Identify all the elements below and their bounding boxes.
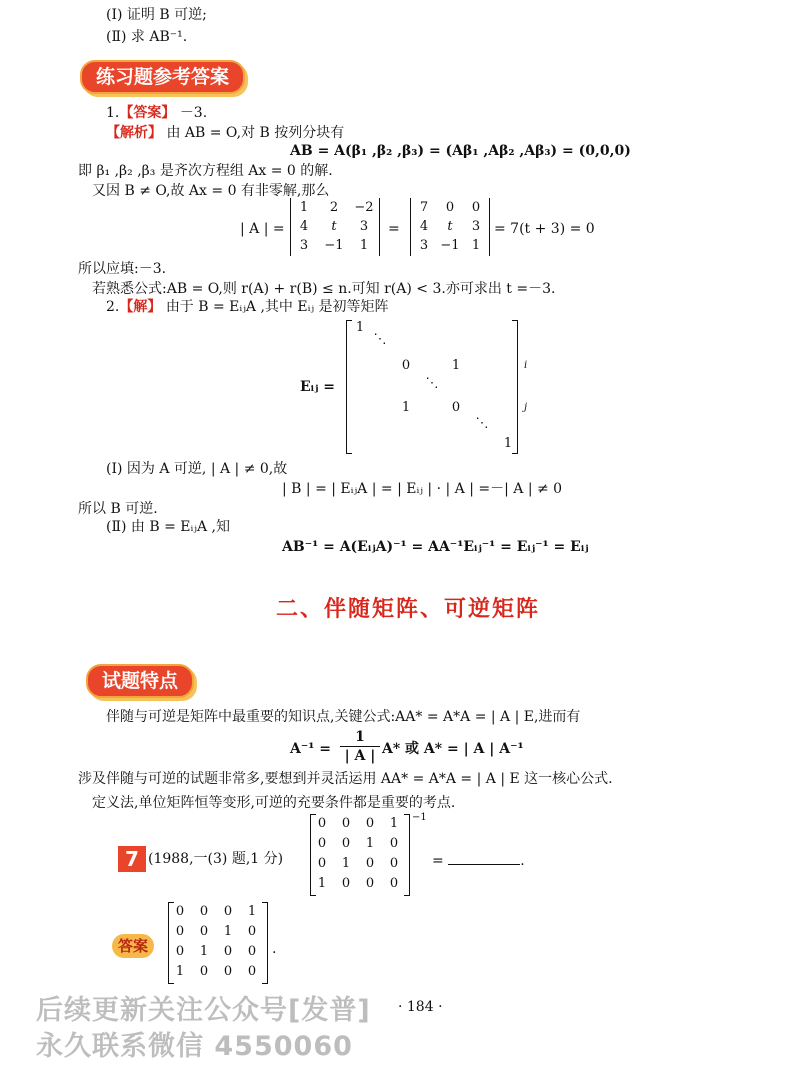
q2-eq-b: | B | = | EᵢⱼA | = | Eᵢⱼ | · | A | =－| A | ≠ 0 [282,481,563,497]
q1-line-b: 又因 B ≠ O,故 Ax = 0 有非零解,那么 [92,183,330,199]
det1-cell: t [331,219,337,234]
eij-label: Eᵢⱼ = [300,379,336,395]
elementary-matrix [346,320,518,454]
q1-line-a: 即 β₁ ,β₂ ,β₃ 是齐次方程组 Ax = 0 的解. [78,163,333,179]
p7-cell: 0 [365,856,375,871]
q2-part1-end: 所以 B 可逆. [78,501,158,517]
p7-cell: 1 [341,856,351,871]
det2-cell: 7 [419,200,429,215]
a7-cell: 0 [223,964,233,979]
fraction [340,728,380,765]
eij-entry: 1 [355,320,365,335]
eij-entry: 1 [503,436,513,451]
p7-cell: 0 [365,876,375,891]
features-p3: 定义法,单位矩阵恒等变形,可逆的充要条件都是重要的考点. [92,795,456,811]
det2-cell: −1 [440,238,460,253]
det1-cell: −1 [324,238,344,253]
a7-cell: 0 [223,904,233,919]
p7-cell: 0 [389,856,399,871]
answer-stamp: 答案 [112,934,154,958]
a7-cell: 0 [199,924,209,939]
a7-cell: 0 [175,904,185,919]
problem-number: 7 [118,846,146,872]
det2-cell: 4 [419,219,429,234]
p7-cell: 0 [365,816,375,831]
q1-analysis-text: 由 AB = O,对 B 按列分块有 [166,125,345,141]
det1-cell: 2 [329,200,339,215]
det2-cell: 0 [445,200,455,215]
det2-cell: 3 [471,219,481,234]
fraction-denominator: | A | [340,746,380,765]
watermark-line-2: 永久联系微信 4550060 [36,1031,353,1062]
eij-dots: ⋱ [373,332,387,347]
determinant-2 [410,198,490,256]
q1-equation-ab: AB = A(β₁ ,β₂ ,β₃) = (Aβ₁ ,Aβ₂ ,Aβ₃) = (0,0,0) [290,143,631,159]
q2-sol-text: 由于 B = EᵢⱼA ,其中 Eᵢⱼ 是初等矩阵 [165,299,389,315]
p7-cell: 0 [341,816,351,831]
equals-sign: = [432,853,444,869]
q1-number: 1. [106,105,120,121]
a7-cell: 0 [175,944,185,959]
det-lhs: | A | = [240,221,285,237]
matrix-exponent: −1 [412,812,427,823]
answer-matrix [168,902,268,984]
question-part-1: (Ⅰ) 证明 B 可逆; [106,7,207,23]
problem-end: . [520,853,525,869]
features-p1: 伴随与可逆是矩阵中最重要的知识点,关键公式:AA* = A*A = | A | E,进而有 [106,709,581,725]
q1-answer-line [106,104,207,122]
row-label-i: i [524,360,528,371]
det2-cell: 3 [419,238,429,253]
a7-cell: 0 [247,944,257,959]
p7-cell: 0 [389,876,399,891]
a7-cell: 1 [199,944,209,959]
a7-cell: 0 [199,964,209,979]
eij-entry: 0 [401,358,411,373]
eij-entry: 1 [401,400,411,415]
det2-cell: 1 [471,238,481,253]
fraction-numerator: 1 [355,729,365,745]
a7-cell: 0 [175,924,185,939]
answers-banner: 练习题参考答案 [80,60,245,94]
q1-line-c: 所以应填:－3. [78,261,167,277]
det-equals: = [388,221,400,237]
q2-eq-c: AB⁻¹ = A(EᵢⱼA)⁻¹ = AA⁻¹Eᵢⱼ⁻¹ = Eᵢⱼ⁻¹ = Eᵢⱼ [282,539,589,555]
det2-cell: t [447,219,453,234]
det1-cell: 4 [299,219,309,234]
eij-entry: 1 [451,358,461,373]
p7-cell: 0 [341,836,351,851]
a7-cell: 1 [247,904,257,919]
answer-end: . [272,941,277,957]
q1-analysis-line [106,124,344,142]
determinant-1 [290,198,380,256]
p7-cell: 1 [389,816,399,831]
det1-cell: 1 [359,238,369,253]
page-number: · 184 · [398,999,443,1015]
question-part-2: (Ⅱ) 求 AB⁻¹. [106,29,188,45]
det1-cell: 1 [299,200,309,215]
a7-cell: 1 [223,924,233,939]
q1-line-d: 若熟悉公式:AB = O,则 r(A) + r(B) ≤ n.可知 r(A) < 3.亦可求出 t =－3. [92,281,556,297]
a7-cell: 1 [175,964,185,979]
q2-solution-line [106,298,389,316]
watermark-line-1: 后续更新关注公众号[发普] [36,995,371,1026]
q2-part1: (Ⅰ) 因为 A 可逆, | A | ≠ 0,故 [106,461,288,477]
features-banner: 试题特点 [86,664,194,698]
problem-source: (1988,一(3) 题,1 分) [148,851,284,867]
features-p2: 涉及伴随与可逆的试题非常多,要想到并灵活运用 AA* = A*A = | A | E 这一核心公式. [78,771,613,787]
section-title: 二、伴随矩阵、可逆矩阵 [276,597,541,622]
problem-matrix [310,814,410,896]
row-label-j: j [524,402,528,413]
p7-cell: 0 [317,856,327,871]
det-rhs: = 7(t + 3) = 0 [494,221,595,237]
det1-cell: 3 [359,219,369,234]
det1-cell: −2 [354,200,374,215]
p7-cell: 1 [317,876,327,891]
eij-dots: ⋱ [425,376,439,391]
q1-answer-tag: 【答案】 [119,105,176,121]
q1-analysis-tag: 【解析】 [106,125,162,141]
formula-right: A* 或 A* = | A | A⁻¹ [382,741,524,757]
q1-answer-value: －3. [179,105,208,121]
answer-blank [448,850,520,865]
problem-equals [432,850,525,870]
a7-cell: 0 [199,904,209,919]
a7-cell: 0 [247,964,257,979]
p7-cell: 1 [365,836,375,851]
p7-cell: 0 [317,836,327,851]
det2-cell: 0 [471,200,481,215]
p7-cell: 0 [341,876,351,891]
eij-dots: ⋱ [475,416,489,431]
p7-cell: 0 [389,836,399,851]
a7-cell: 0 [247,924,257,939]
det1-cell: 3 [299,238,309,253]
q2-part2: (Ⅱ) 由 B = EᵢⱼA ,知 [106,519,231,535]
q2-sol-tag: 【解】 [119,299,162,315]
a7-cell: 0 [223,944,233,959]
formula-left: A⁻¹ = [290,741,331,757]
p7-cell: 0 [317,816,327,831]
eij-entry: 0 [451,400,461,415]
q2-number: 2. [106,299,120,315]
